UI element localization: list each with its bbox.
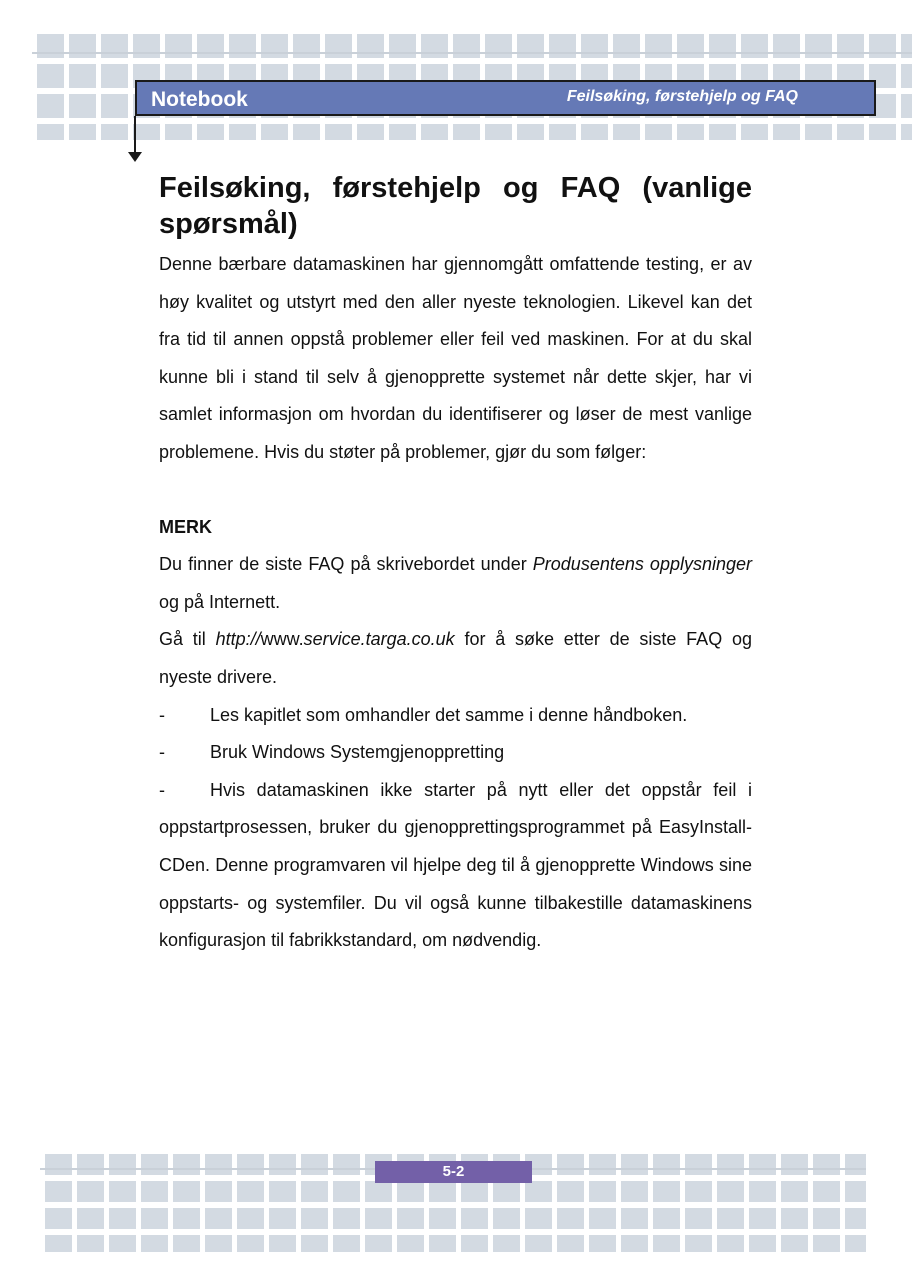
- url-link-part[interactable]: www.: [260, 629, 304, 650]
- url-link-part[interactable]: http://: [215, 629, 261, 650]
- arrow-down-icon: [128, 152, 142, 162]
- bullet-text: Les kapitlet som omhandler det samme i denne håndboken.: [210, 704, 688, 725]
- list-item: [159, 734, 752, 772]
- header-notebook-label: Notebook: [151, 88, 248, 111]
- bullet-dash: -: [159, 704, 165, 725]
- page-number-badge: 5-2: [375, 1161, 532, 1183]
- main-content: [159, 170, 752, 960]
- list-item: [159, 772, 752, 960]
- list-item: [159, 697, 752, 735]
- url-link-part[interactable]: service.targa.co.uk: [303, 629, 455, 650]
- note-text: for å søke etter de siste FAQ og nyeste drivere.: [159, 629, 752, 687]
- bullet-dash: -: [159, 742, 165, 763]
- header-bar: [135, 80, 876, 116]
- header-pattern-line: [32, 52, 912, 54]
- arrow-line: [134, 116, 136, 154]
- page-title: Feilsøking, førstehjelp og FAQ (vanlige spørsmål): [159, 172, 752, 240]
- note-emphasis: Produsentens opplysninger: [532, 554, 752, 575]
- note-heading: MERK: [159, 516, 212, 537]
- note-text: og på Internett.: [159, 591, 281, 612]
- bullet-text: Hvis datamaskinen ikke starter på nytt eller det oppstår feil i oppstartprosessen, bruker du gjenopprettingsprogrammet på EasyInstall-CDen. Denne programvaren vil hjelpe deg til å gjenopprette Windows sine oppstarts- og systemfiler. Du vil også kunne tilbakestille datamaskinens konfigurasjon til fabrikkstandard, om nødvendig.: [159, 779, 752, 951]
- note-line-faq: [159, 546, 752, 621]
- bullet-text: Bruk Windows Systemgjenoppretting: [210, 742, 505, 763]
- bullet-dash: -: [159, 779, 165, 800]
- note-text: Du finner de siste FAQ på skrivebordet under: [159, 554, 533, 575]
- header-chapter-title: Feilsøking, førstehjelp og FAQ: [566, 88, 798, 105]
- intro-paragraph: Denne bærbare datamaskinen har gjennomgått omfattende testing, er av høy kvalitet og utstyrt med den aller nyeste teknologien. Likevel kan det fra tid til annen oppstå problemer eller feil ved maskinen. For at du skal kunne bli i stand til selv å gjenopprette systemet når dette skjer, har vi samlet informasjon om hvordan du identifiserer og løser de mest vanlige problemene. Hvis du støter på problemer, gjør du som følger:: [159, 254, 752, 462]
- note-text: Gå til: [159, 629, 216, 650]
- note-line-url: [159, 621, 752, 696]
